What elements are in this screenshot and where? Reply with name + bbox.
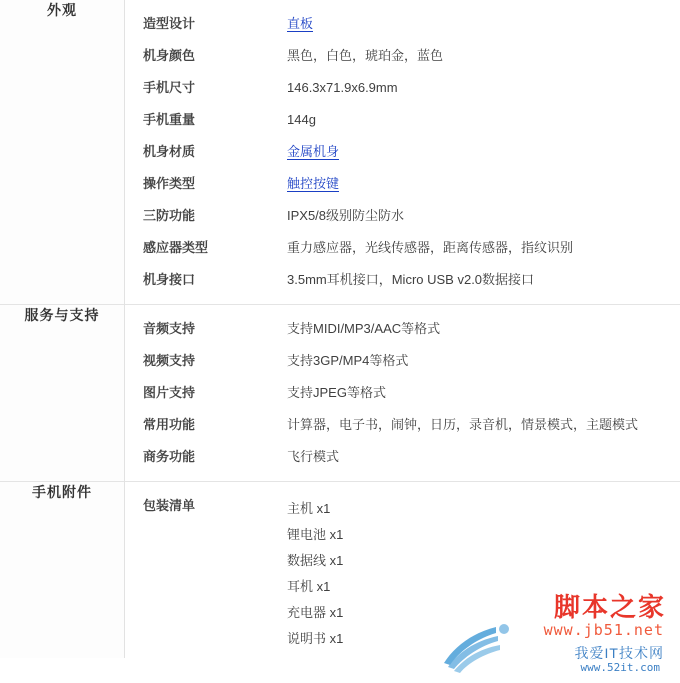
spec-value: 3.5mm耳机接口，Micro USB v2.0数据接口 (287, 272, 535, 287)
spec-value: 重力感应器，光线传感器，距离传感器，指纹识别 (287, 240, 574, 255)
spec-value (287, 136, 680, 168)
spec-label: 机身材质 (143, 144, 196, 159)
list-item: 充电器 x1 (287, 605, 344, 620)
table-row (125, 168, 680, 200)
spec-label: 常用功能 (143, 417, 196, 432)
section-accessories (0, 482, 680, 659)
spec-value (287, 168, 680, 200)
service-support-rows (125, 305, 680, 481)
table-row (125, 441, 680, 481)
spec-value-link[interactable]: 触控按键 (287, 176, 340, 191)
section-rows-appearance (125, 0, 680, 305)
spec-value: 144g (287, 112, 316, 127)
table-row (125, 0, 680, 40)
spec-label: 手机尺寸 (143, 80, 196, 95)
watermark-title: 脚本之家 (553, 592, 666, 622)
spec-value: 计算器，电子书，闹钟，日历，录音机，情景模式，主题模式 (287, 417, 639, 432)
table-row (125, 104, 680, 136)
section-appearance (0, 0, 680, 305)
section-service-support (0, 305, 680, 482)
table-row (125, 136, 680, 168)
section-rows-service-support (125, 305, 680, 482)
spec-value: 飞行模式 (287, 449, 340, 464)
spec-value: 黑色，白色，琥珀金，蓝色 (287, 48, 444, 63)
list-item: 说明书 x1 (287, 631, 344, 646)
watermark-url: www.jb51.net (543, 621, 664, 639)
spec-label: 机身颜色 (143, 48, 196, 63)
section-title-appearance: 外观 (0, 0, 125, 305)
watermark-site-url: www.52it.com (580, 661, 660, 674)
table-row (125, 345, 680, 377)
table-row (125, 40, 680, 72)
spec-value (287, 0, 680, 40)
spec-label: 图片支持 (143, 385, 196, 400)
accessories-rows (125, 482, 680, 658)
spec-label: 机身接口 (143, 272, 196, 287)
watermark-site-cn: 我爱IT技术网 (574, 645, 664, 661)
spec-label: 商务功能 (143, 449, 196, 464)
list-item: 锂电池 x1 (287, 527, 344, 542)
spec-label: 视频支持 (143, 353, 196, 368)
spec-value-list (287, 482, 680, 658)
appearance-rows (125, 0, 680, 304)
spec-label: 包装清单 (143, 498, 196, 513)
spec-label: 操作类型 (143, 176, 196, 191)
list-item: 数据线 x1 (287, 553, 344, 568)
table-row (125, 377, 680, 409)
table-row (125, 72, 680, 104)
spec-label: 造型设计 (143, 16, 196, 31)
spec-value: 支持MIDI/MP3/AAC等格式 (287, 321, 441, 336)
table-row (125, 264, 680, 304)
spec-label: 感应器类型 (143, 240, 209, 255)
table-row (125, 200, 680, 232)
table-row (125, 305, 680, 345)
section-title-accessories: 手机附件 (0, 482, 125, 659)
spec-value-link[interactable]: 直板 (287, 16, 314, 31)
spec-value: 146.3x71.9x6.9mm (287, 80, 398, 95)
spec-label: 音频支持 (143, 321, 196, 336)
list-item: 主机 x1 (287, 501, 331, 516)
spec-value: 支持JPEG等格式 (287, 385, 386, 400)
table-row (125, 232, 680, 264)
spec-label: 手机重量 (143, 112, 196, 127)
table-row (125, 482, 680, 658)
spec-value: 支持3GP/MP4等格式 (287, 353, 409, 368)
spec-value: IPX5/8级别防尘防水 (287, 208, 405, 223)
spec-label: 三防功能 (143, 208, 196, 223)
section-rows-accessories (125, 482, 680, 659)
section-title-service-support: 服务与支持 (0, 305, 125, 482)
spec-value-link[interactable]: 金属机身 (287, 144, 340, 159)
list-item: 耳机 x1 (287, 579, 331, 594)
table-row (125, 409, 680, 441)
